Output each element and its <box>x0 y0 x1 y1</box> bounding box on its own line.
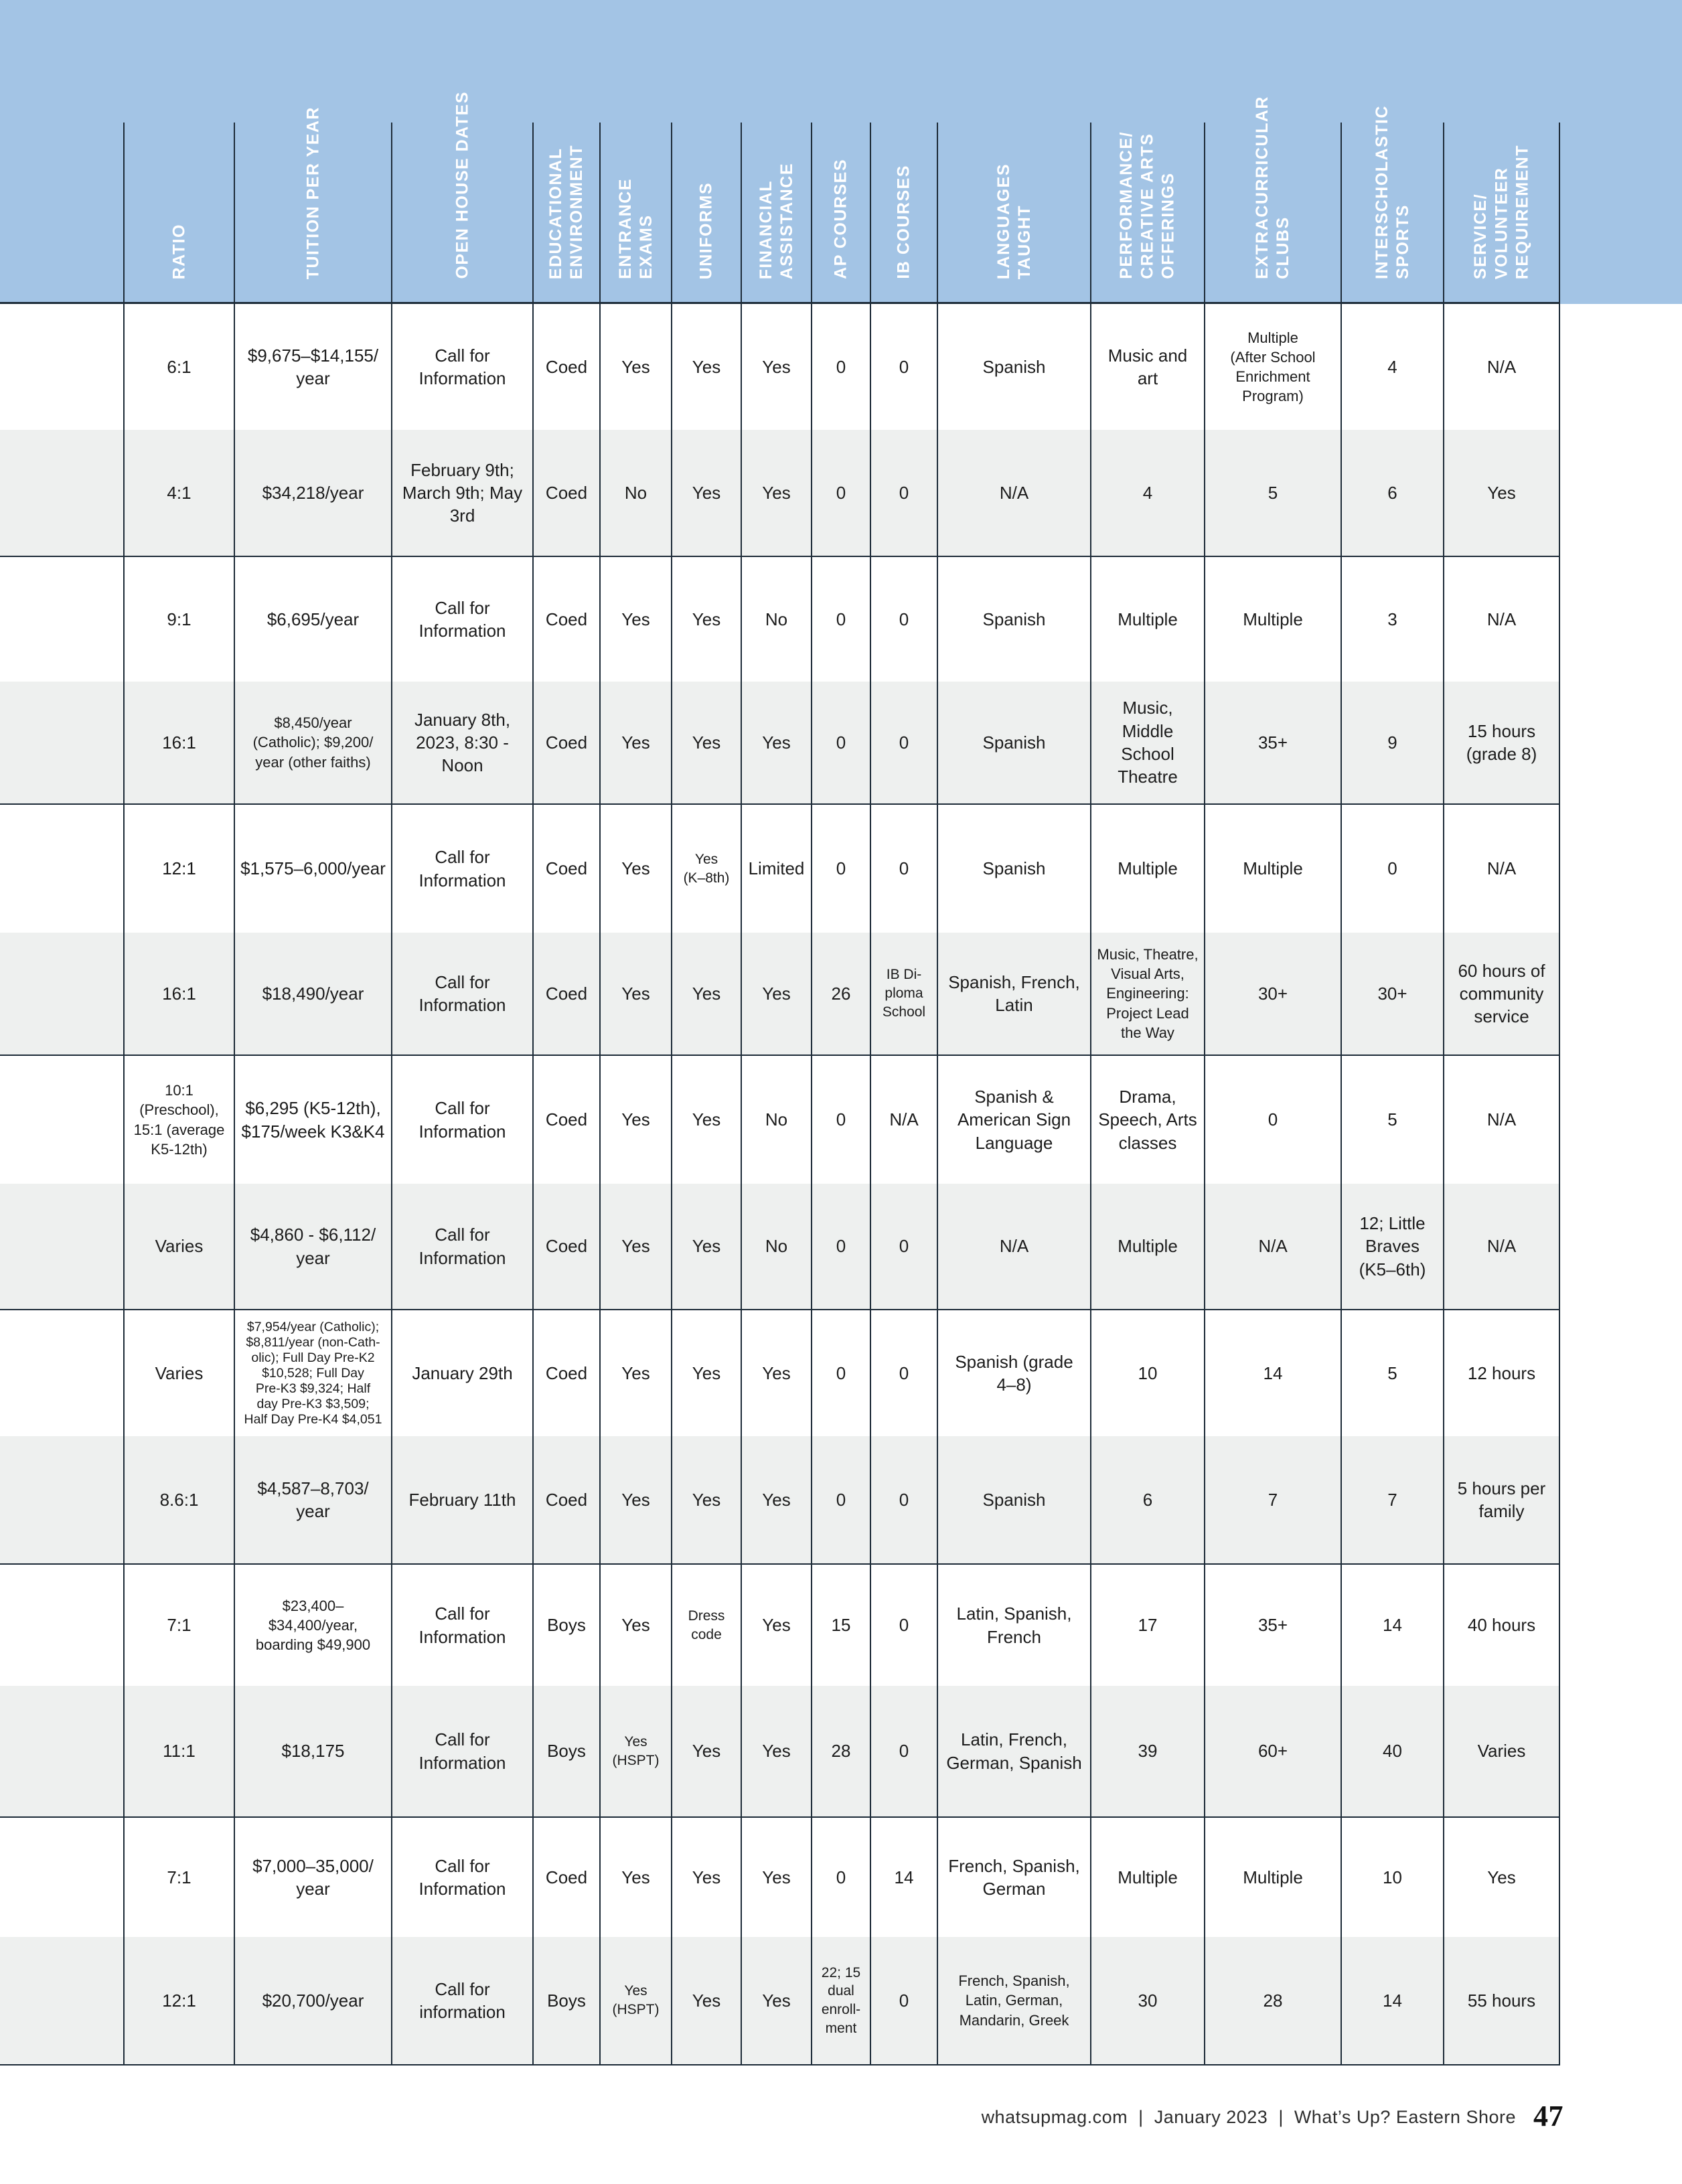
cell-tuition-per-year: $18,490/year <box>235 933 392 1055</box>
school-name-cell <box>0 1818 125 1937</box>
footer-separator: | <box>1138 2106 1144 2127</box>
cell-open-house-dates: February 11th <box>392 1436 534 1563</box>
cell-extracurricular-clubs: 14 <box>1205 1310 1342 1436</box>
column-header-entrance-exams <box>601 123 672 302</box>
school-name-cell <box>0 1565 125 1686</box>
cell-languages-taught: French, Spanish, German <box>938 1818 1091 1937</box>
cell-educational-environment: Coed <box>534 1184 601 1309</box>
cell-interscholastic-sports: 14 <box>1342 1937 1444 2064</box>
cell-service-volunteer-requirement: Yes <box>1444 1818 1560 1937</box>
cell-financial-assistance: Yes <box>742 682 812 803</box>
column-header-ap-courses <box>812 123 871 302</box>
cell-interscholastic-sports: 5 <box>1342 1310 1444 1436</box>
cell-ap-courses: 0 <box>812 1436 871 1563</box>
cell-entrance-exams: Yes <box>601 304 672 430</box>
cell-extracurricular-clubs: 35+ <box>1205 682 1342 803</box>
cell-extracurricular-clubs: Multiple <box>1205 805 1342 933</box>
cell-ap-courses: 0 <box>812 1184 871 1309</box>
cell-uniforms: Yes <box>672 1184 742 1309</box>
cell-ap-courses: 0 <box>812 1818 871 1937</box>
cell-financial-assistance: No <box>742 1056 812 1184</box>
column-header-label: RATIO <box>169 223 188 279</box>
cell-ib-courses: 0 <box>871 1310 938 1436</box>
cell-open-house-dates: February 9th; March 9th; May 3rd <box>392 430 534 556</box>
cell-open-house-dates: Call for Information <box>392 805 534 933</box>
cell-performance-creative-arts-offerings: Multiple <box>1091 1818 1205 1937</box>
column-header-label: UNIFORMS <box>696 181 716 279</box>
cell-languages-taught: Spanish <box>938 805 1091 933</box>
cell-ib-courses: 0 <box>871 1436 938 1563</box>
cell-interscholastic-sports: 12; Little Braves (K5–6th) <box>1342 1184 1444 1309</box>
cell-financial-assistance: Limited <box>742 805 812 933</box>
column-header-service-volunteer-requirement <box>1444 123 1560 302</box>
cell-ib-courses: 0 <box>871 1937 938 2064</box>
cell-open-house-dates: January 29th <box>392 1310 534 1436</box>
column-header-label: SERVICE/ VOLUNTEER REQUIREMENT <box>1470 144 1532 279</box>
table-row <box>0 1184 1560 1310</box>
cell-service-volunteer-requirement: N/A <box>1444 1184 1560 1309</box>
cell-tuition-per-year: $6,695/year <box>235 557 392 682</box>
cell-ap-courses: 0 <box>812 1056 871 1184</box>
cell-entrance-exams: Yes <box>601 1184 672 1309</box>
cell-service-volunteer-requirement: 5 hours per family <box>1444 1436 1560 1563</box>
cell-ap-courses: 0 <box>812 304 871 430</box>
cell-uniforms: Yes <box>672 933 742 1055</box>
cell-entrance-exams: Yes <box>601 1056 672 1184</box>
cell-ap-courses: 0 <box>812 1310 871 1436</box>
cell-ib-courses: 0 <box>871 1686 938 1816</box>
cell-entrance-exams: Yes <box>601 1818 672 1937</box>
cell-uniforms: Yes <box>672 557 742 682</box>
cell-ratio: 4:1 <box>125 430 235 556</box>
cell-performance-creative-arts-offerings: 4 <box>1091 430 1205 556</box>
cell-financial-assistance: Yes <box>742 304 812 430</box>
school-name-cell <box>0 1436 125 1563</box>
cell-financial-assistance: Yes <box>742 430 812 556</box>
cell-extracurricular-clubs: 28 <box>1205 1937 1342 2064</box>
cell-entrance-exams: No <box>601 430 672 556</box>
cell-ib-courses: 0 <box>871 682 938 803</box>
cell-service-volunteer-requirement: Varies <box>1444 1686 1560 1816</box>
cell-entrance-exams: Yes <box>601 933 672 1055</box>
cell-languages-taught: Spanish <box>938 682 1091 803</box>
cell-open-house-dates: Call for Information <box>392 1184 534 1309</box>
cell-extracurricular-clubs: 30+ <box>1205 933 1342 1055</box>
school-name-cell <box>0 1686 125 1816</box>
cell-extracurricular-clubs: 5 <box>1205 430 1342 556</box>
table-row <box>0 1310 1560 1436</box>
cell-performance-creative-arts-offerings: Music and art <box>1091 304 1205 430</box>
cell-ratio: 10:1 (Preschool), 15:1 (average K5-12th) <box>125 1056 235 1184</box>
footer-site: whatsupmag.com <box>981 2106 1128 2127</box>
cell-ratio: 9:1 <box>125 557 235 682</box>
cell-ap-courses: 0 <box>812 430 871 556</box>
cell-open-house-dates: Call for Information <box>392 1686 534 1816</box>
cell-languages-taught: Spanish & American Sign Language <box>938 1056 1091 1184</box>
cell-interscholastic-sports: 40 <box>1342 1686 1444 1816</box>
school-name-cell <box>0 805 125 933</box>
cell-financial-assistance: Yes <box>742 1310 812 1436</box>
cell-open-house-dates: Call for information <box>392 1937 534 2064</box>
cell-extracurricular-clubs: 7 <box>1205 1436 1342 1563</box>
cell-entrance-exams: Yes <box>601 1436 672 1563</box>
cell-educational-environment: Coed <box>534 1436 601 1563</box>
column-header-uniforms <box>672 123 742 302</box>
cell-open-house-dates: January 8th, 2023, 8:30 - Noon <box>392 682 534 803</box>
cell-interscholastic-sports: 0 <box>1342 805 1444 933</box>
cell-languages-taught: Spanish (grade 4–8) <box>938 1310 1091 1436</box>
cell-ap-courses: 28 <box>812 1686 871 1816</box>
cell-interscholastic-sports: 7 <box>1342 1436 1444 1563</box>
cell-financial-assistance: Yes <box>742 1937 812 2064</box>
cell-languages-taught: N/A <box>938 1184 1091 1309</box>
cell-ap-courses: 0 <box>812 805 871 933</box>
cell-uniforms: Yes <box>672 1818 742 1937</box>
cell-tuition-per-year: $34,218/year <box>235 430 392 556</box>
cell-uniforms: Yes <box>672 304 742 430</box>
cell-ratio: 12:1 <box>125 805 235 933</box>
cell-interscholastic-sports: 10 <box>1342 1818 1444 1937</box>
cell-financial-assistance: No <box>742 1184 812 1309</box>
cell-entrance-exams: Yes <box>601 1565 672 1686</box>
cell-ratio: 7:1 <box>125 1565 235 1686</box>
cell-performance-creative-arts-offerings: 10 <box>1091 1310 1205 1436</box>
column-header-educational-environment <box>534 123 601 302</box>
school-name-cell <box>0 1056 125 1184</box>
cell-uniforms: Yes <box>672 1937 742 2064</box>
cell-entrance-exams: Yes <box>601 557 672 682</box>
column-header-label: EXTRACURRICULAR CLUBS <box>1252 96 1292 279</box>
cell-entrance-exams: Yes <box>601 805 672 933</box>
cell-ib-courses: 0 <box>871 1565 938 1686</box>
cell-service-volunteer-requirement: 40 hours <box>1444 1565 1560 1686</box>
cell-performance-creative-arts-offerings: Multiple <box>1091 1184 1205 1309</box>
column-header-tuition-per-year <box>235 106 392 302</box>
cell-open-house-dates: Call for Information <box>392 933 534 1055</box>
cell-tuition-per-year: $4,587–8,703/ year <box>235 1436 392 1563</box>
table-header-row <box>0 91 1560 304</box>
cell-performance-creative-arts-offerings: Music, Theatre, Visual Arts, Engineering: Project Lead the Way <box>1091 933 1205 1055</box>
table-row <box>0 1436 1560 1565</box>
cell-entrance-exams: Yes (HSPT) <box>601 1937 672 2064</box>
column-header-school <box>0 123 125 302</box>
column-header-languages-taught <box>938 123 1091 302</box>
cell-service-volunteer-requirement: 55 hours <box>1444 1937 1560 2064</box>
cell-educational-environment: Coed <box>534 430 601 556</box>
cell-tuition-per-year: $7,954/year (Catholic); $8,811/year (non-Cath- olic); Full Day Pre-K2 $10,528; Full Day Pre-K3 $9,324; Half day Pre-K3 $3,509; Half Day Pre-K4 $4,051 <box>235 1310 392 1436</box>
cell-financial-assistance: Yes <box>742 1565 812 1686</box>
page-footer <box>982 2097 1563 2137</box>
cell-financial-assistance: Yes <box>742 933 812 1055</box>
column-header-interscholastic-sports <box>1342 105 1444 302</box>
cell-performance-creative-arts-offerings: Multiple <box>1091 557 1205 682</box>
cell-ratio: 12:1 <box>125 1937 235 2064</box>
cell-educational-environment: Coed <box>534 1818 601 1937</box>
cell-languages-taught: N/A <box>938 430 1091 556</box>
cell-tuition-per-year: $9,675–$14,155/ year <box>235 304 392 430</box>
cell-ratio: 6:1 <box>125 304 235 430</box>
cell-performance-creative-arts-offerings: Drama, Speech, Arts classes <box>1091 1056 1205 1184</box>
column-header-label: OPEN HOUSE DATES <box>452 91 471 279</box>
table-row <box>0 557 1560 682</box>
column-header-extracurricular-clubs <box>1205 96 1342 302</box>
cell-educational-environment: Coed <box>534 557 601 682</box>
cell-educational-environment: Coed <box>534 933 601 1055</box>
table-row <box>0 1818 1560 1937</box>
cell-uniforms: Yes <box>672 430 742 556</box>
cell-extracurricular-clubs: Multiple <box>1205 1818 1342 1937</box>
cell-interscholastic-sports: 3 <box>1342 557 1444 682</box>
table-row <box>0 304 1560 430</box>
cell-ratio: Varies <box>125 1310 235 1436</box>
column-header-label: LANGUAGES TAUGHT <box>994 163 1034 279</box>
table-row <box>0 933 1560 1056</box>
cell-ib-courses: 0 <box>871 1184 938 1309</box>
school-name-cell <box>0 430 125 556</box>
cell-service-volunteer-requirement: 12 hours <box>1444 1310 1560 1436</box>
cell-ratio: 16:1 <box>125 682 235 803</box>
cell-ratio: 7:1 <box>125 1818 235 1937</box>
cell-ib-courses: 14 <box>871 1818 938 1937</box>
table-row <box>0 1056 1560 1184</box>
cell-open-house-dates: Call for Information <box>392 557 534 682</box>
cell-interscholastic-sports: 9 <box>1342 682 1444 803</box>
school-name-cell <box>0 1184 125 1309</box>
column-header-label: ENTRANCE EXAMS <box>615 178 656 279</box>
column-header-label: EDUCATIONAL ENVIRONMENT <box>546 144 586 279</box>
cell-service-volunteer-requirement: N/A <box>1444 557 1560 682</box>
cell-ratio: 11:1 <box>125 1686 235 1816</box>
cell-open-house-dates: Call for Information <box>392 1818 534 1937</box>
cell-ratio: 16:1 <box>125 933 235 1055</box>
cell-educational-environment: Coed <box>534 1056 601 1184</box>
cell-uniforms: Yes <box>672 1310 742 1436</box>
cell-tuition-per-year: $23,400– $34,400/year, boarding $49,900 <box>235 1565 392 1686</box>
table-row <box>0 682 1560 805</box>
cell-open-house-dates: Call for Information <box>392 1565 534 1686</box>
school-name-cell <box>0 557 125 682</box>
cell-educational-environment: Coed <box>534 682 601 803</box>
cell-service-volunteer-requirement: 15 hours (grade 8) <box>1444 682 1560 803</box>
cell-tuition-per-year: $8,450/year (Catholic); $9,200/ year (other faiths) <box>235 682 392 803</box>
page-number: 47 <box>1533 2099 1563 2132</box>
cell-service-volunteer-requirement: N/A <box>1444 805 1560 933</box>
table-row <box>0 805 1560 933</box>
column-header-performance-creative-arts-offerings <box>1091 123 1205 302</box>
footer-issue: January 2023 <box>1154 2106 1268 2127</box>
cell-educational-environment: Boys <box>534 1937 601 2064</box>
cell-uniforms: Yes <box>672 1436 742 1563</box>
cell-tuition-per-year: $6,295 (K5-12th), $175/week K3&K4 <box>235 1056 392 1184</box>
cell-tuition-per-year: $1,575–6,000/year <box>235 805 392 933</box>
table-row <box>0 1686 1560 1818</box>
table-row <box>0 1565 1560 1686</box>
table-row <box>0 430 1560 557</box>
cell-uniforms: Dress code <box>672 1565 742 1686</box>
cell-entrance-exams: Yes <box>601 682 672 803</box>
cell-ib-courses: N/A <box>871 1056 938 1184</box>
cell-uniforms: Yes <box>672 1056 742 1184</box>
cell-ratio: Varies <box>125 1184 235 1309</box>
column-header-ratio <box>125 123 235 302</box>
cell-tuition-per-year: $18,175 <box>235 1686 392 1816</box>
cell-ap-courses: 0 <box>812 682 871 803</box>
cell-performance-creative-arts-offerings: 39 <box>1091 1686 1205 1816</box>
column-header-label: TUITION PER YEAR <box>303 106 322 279</box>
cell-extracurricular-clubs: 0 <box>1205 1056 1342 1184</box>
cell-extracurricular-clubs: N/A <box>1205 1184 1342 1309</box>
cell-educational-environment: Boys <box>534 1686 601 1816</box>
column-header-label: INTERSCHOLASTIC SPORTS <box>1372 105 1412 279</box>
cell-service-volunteer-requirement: Yes <box>1444 430 1560 556</box>
footer-publication: What’s Up? Eastern Shore <box>1294 2106 1516 2127</box>
cell-entrance-exams: Yes (HSPT) <box>601 1686 672 1816</box>
cell-uniforms: Yes <box>672 1686 742 1816</box>
cell-extracurricular-clubs: 35+ <box>1205 1565 1342 1686</box>
column-header-label: FINANCIAL ASSISTANCE <box>756 162 796 279</box>
cell-uniforms: Yes <box>672 682 742 803</box>
cell-performance-creative-arts-offerings: Music, Middle School Theatre <box>1091 682 1205 803</box>
cell-languages-taught: Spanish <box>938 1436 1091 1563</box>
cell-interscholastic-sports: 4 <box>1342 304 1444 430</box>
cell-performance-creative-arts-offerings: Multiple <box>1091 805 1205 933</box>
cell-service-volunteer-requirement: N/A <box>1444 1056 1560 1184</box>
cell-languages-taught: Spanish <box>938 557 1091 682</box>
cell-ap-courses: 22; 15 dual enroll- ment <box>812 1937 871 2064</box>
cell-interscholastic-sports: 30+ <box>1342 933 1444 1055</box>
column-header-open-house-dates <box>392 91 534 302</box>
cell-extracurricular-clubs: 60+ <box>1205 1686 1342 1816</box>
cell-ap-courses: 0 <box>812 557 871 682</box>
cell-educational-environment: Coed <box>534 304 601 430</box>
cell-ib-courses: 0 <box>871 304 938 430</box>
column-header-label: PERFORMANCE/ CREATIVE ARTS OFFERINGS <box>1117 131 1178 279</box>
cell-service-volunteer-requirement: 60 hours of community service <box>1444 933 1560 1055</box>
cell-languages-taught: Latin, Spanish, French <box>938 1565 1091 1686</box>
cell-languages-taught: Latin, French, German, Spanish <box>938 1686 1091 1816</box>
cell-financial-assistance: Yes <box>742 1686 812 1816</box>
cell-performance-creative-arts-offerings: 30 <box>1091 1937 1205 2064</box>
column-header-label: AP COURSES <box>831 159 850 279</box>
cell-ap-courses: 26 <box>812 933 871 1055</box>
cell-financial-assistance: No <box>742 557 812 682</box>
cell-educational-environment: Boys <box>534 1565 601 1686</box>
cell-ap-courses: 15 <box>812 1565 871 1686</box>
cell-interscholastic-sports: 14 <box>1342 1565 1444 1686</box>
school-name-cell <box>0 304 125 430</box>
cell-uniforms: Yes (K–8th) <box>672 805 742 933</box>
cell-entrance-exams: Yes <box>601 1310 672 1436</box>
table-body <box>0 304 1560 2065</box>
cell-languages-taught: Spanish, French, Latin <box>938 933 1091 1055</box>
cell-ib-courses: 0 <box>871 805 938 933</box>
column-header-ib-courses <box>871 123 938 302</box>
column-header-financial-assistance <box>742 123 812 302</box>
cell-educational-environment: Coed <box>534 805 601 933</box>
cell-tuition-per-year: $20,700/year <box>235 1937 392 2064</box>
cell-languages-taught: Spanish <box>938 304 1091 430</box>
cell-extracurricular-clubs: Multiple <box>1205 557 1342 682</box>
cell-financial-assistance: Yes <box>742 1436 812 1563</box>
cell-ib-courses: IB Di- ploma School <box>871 933 938 1055</box>
school-name-cell <box>0 1937 125 2064</box>
table-row <box>0 1937 1560 2065</box>
column-header-label: IB COURSES <box>894 165 913 279</box>
cell-extracurricular-clubs: Multiple (After School Enrichment Program) <box>1205 304 1342 430</box>
cell-performance-creative-arts-offerings: 6 <box>1091 1436 1205 1563</box>
cell-service-volunteer-requirement: N/A <box>1444 304 1560 430</box>
cell-ib-courses: 0 <box>871 557 938 682</box>
cell-languages-taught: French, Spanish, Latin, German, Mandarin, Greek <box>938 1937 1091 2064</box>
cell-open-house-dates: Call for Information <box>392 304 534 430</box>
cell-interscholastic-sports: 6 <box>1342 430 1444 556</box>
cell-educational-environment: Coed <box>534 1310 601 1436</box>
school-name-cell <box>0 933 125 1055</box>
cell-interscholastic-sports: 5 <box>1342 1056 1444 1184</box>
footer-separator: | <box>1278 2106 1284 2127</box>
cell-financial-assistance: Yes <box>742 1818 812 1937</box>
cell-tuition-per-year: $4,860 - $6,112/ year <box>235 1184 392 1309</box>
school-name-cell <box>0 682 125 803</box>
cell-performance-creative-arts-offerings: 17 <box>1091 1565 1205 1686</box>
cell-ratio: 8.6:1 <box>125 1436 235 1563</box>
cell-tuition-per-year: $7,000–35,000/ year <box>235 1818 392 1937</box>
cell-open-house-dates: Call for Information <box>392 1056 534 1184</box>
cell-ib-courses: 0 <box>871 430 938 556</box>
school-name-cell <box>0 1310 125 1436</box>
